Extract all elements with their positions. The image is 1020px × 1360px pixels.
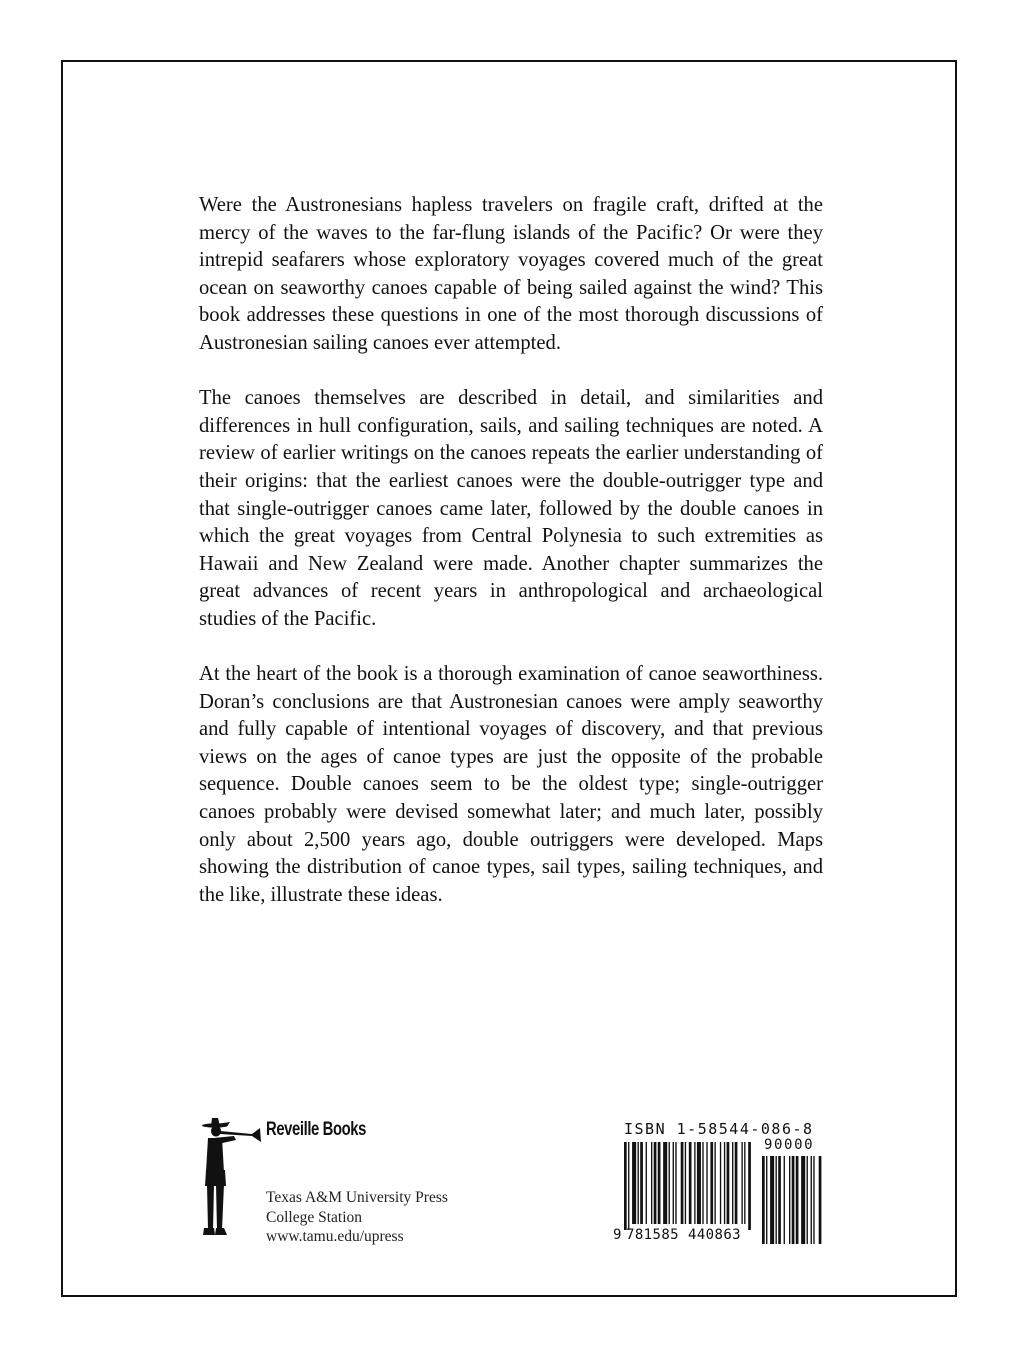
barcode-bar	[732, 1142, 733, 1224]
barcode-bar	[675, 1142, 676, 1224]
press-info	[266, 1188, 448, 1247]
barcode-digits-left: 781585	[626, 1227, 679, 1243]
description-paragraph-1: Were the Austronesians hapless travelers on fragile craft, drifted at the mercy of the waves to the far-flung islands of the Pacific? Or were they intrepid seafarers whose exploratory voyages covered much of the great ocean on seaworthy canoes capable of being sailed against the wind? This book addresses these questions in one of the most thorough discussions of Austronesian sailing canoes ever attempted.	[199, 194, 823, 354]
barcode-bar	[724, 1142, 725, 1224]
barcode-bar	[819, 1156, 822, 1244]
description-paragraph-3: At the heart of the book is a thorough examination of canoe seaworthiness. Doran’s conclusions are that Austronesian canoes were amply seaworthy and fully capable of intentional voyages of discovery, and that previous views on the ages of canoe types are just the opposite of the probable sequence. Double canoes seem to be the oldest type; single-outrigger canoes probably were devised somewhat later; and much later, possibly only about 2,500 years ago, double outriggers were developed. Maps showing the distribution of canoe types, sail types, sailing techniques, and the like, illustrate these ideas.	[199, 663, 823, 906]
barcode-bar	[720, 1142, 721, 1224]
barcode-bar	[681, 1142, 684, 1224]
barcode-bar	[697, 1142, 701, 1224]
barcode-bar	[796, 1156, 799, 1244]
barcode-bar	[801, 1156, 805, 1244]
barcode-bar	[685, 1142, 686, 1224]
barcode-bar	[766, 1156, 767, 1244]
barcode-bar	[663, 1142, 667, 1224]
barcode-bar	[646, 1142, 647, 1224]
barcode-main-bars	[624, 1142, 751, 1230]
isbn-barcode	[612, 1120, 824, 1244]
barcode-bar	[710, 1142, 713, 1224]
barcode-bar	[654, 1142, 657, 1224]
barcode-bar	[807, 1156, 808, 1244]
barcode-bar	[776, 1156, 777, 1244]
barcode-bar	[632, 1142, 636, 1224]
barcode-bar	[762, 1156, 765, 1244]
barcode-bar	[770, 1156, 774, 1244]
barcode-bar	[689, 1142, 692, 1224]
press-website[interactable]: www.tamu.edu/upress	[266, 1228, 404, 1245]
barcode-bar	[651, 1142, 652, 1224]
barcode-bar	[714, 1142, 715, 1224]
barcode-bar	[628, 1142, 629, 1230]
barcode-bar	[702, 1142, 703, 1224]
barcode-digits-right: 440863	[688, 1227, 741, 1243]
barcode-bar	[727, 1142, 730, 1224]
barcode-bar	[784, 1156, 785, 1244]
barcode-bar	[640, 1142, 643, 1224]
barcode-bar	[669, 1142, 670, 1224]
isbn-label: ISBN 1-58544-086-8	[624, 1120, 814, 1138]
barcode-bar	[811, 1156, 812, 1244]
barcode-bar	[706, 1142, 707, 1224]
barcode-bar	[792, 1156, 795, 1244]
barcode-addon-bars	[762, 1156, 821, 1244]
press-name: Texas A&M University Press	[266, 1189, 448, 1206]
description-paragraph-2: The canoes themselves are described in detail, and similarities and differences in hull configuration, sails, and sailing techniques are noted. A review of earlier writings on the canoes repeats the earlier understanding of their origins: that the earliest canoes were the double-outrigger type and that single-outrigger canoes came later, followed by the double canoes in which the great voyages from Central Polynesia to such extremities as Hawaii and New Zealand were made. Another chapter summarizes the great advances of recent years in anthropological and archaeological studies of the Pacific.	[199, 387, 823, 630]
barcode-bar	[748, 1142, 751, 1230]
barcode-bar	[658, 1142, 661, 1224]
barcode-bar	[789, 1156, 790, 1244]
barcode-bar	[735, 1142, 738, 1224]
barcode-addon-number: 90000	[764, 1137, 815, 1153]
barcode-bar	[638, 1142, 639, 1224]
barcode-bar	[813, 1156, 814, 1244]
imprint-name: Reveille Books	[266, 1119, 366, 1140]
barcode-bar	[624, 1142, 627, 1230]
description-text	[199, 192, 823, 937]
barcode-digit-lead: 9	[613, 1227, 622, 1243]
barcode-bar	[744, 1142, 745, 1224]
barcode-bar	[673, 1142, 674, 1224]
press-city: College Station	[266, 1208, 363, 1226]
barcode-bar	[741, 1142, 742, 1224]
barcode-bar	[778, 1156, 781, 1244]
publisher-block	[200, 1112, 500, 1252]
barcode-graphic	[612, 1120, 824, 1244]
barcode-bar	[694, 1142, 695, 1224]
bugler-logo-icon	[200, 1112, 262, 1242]
